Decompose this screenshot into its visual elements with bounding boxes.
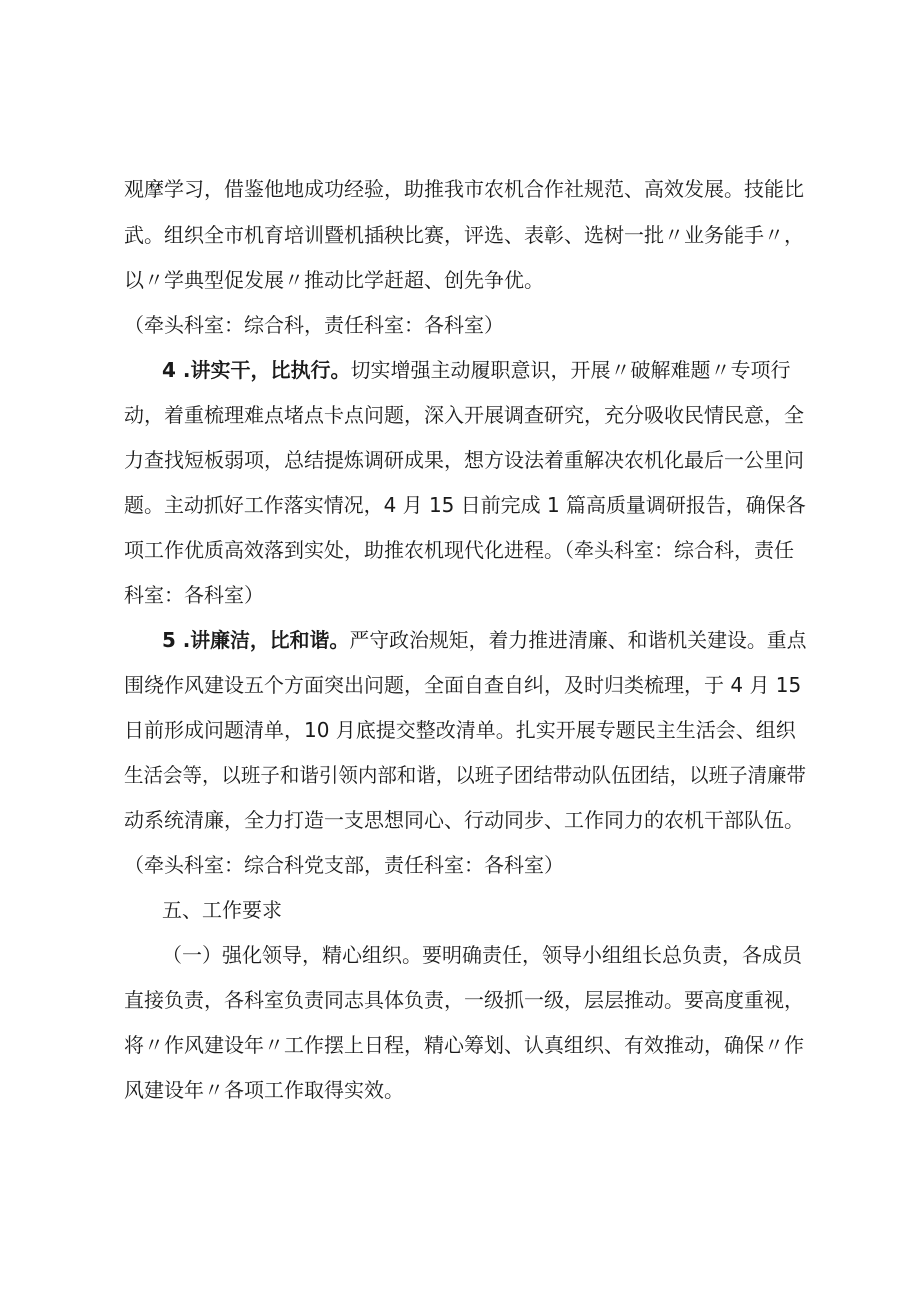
text-line: 5 .讲廉洁，比和谐。严守政治规矩，着力推进清廉、和谐机关建设。重点 (162, 628, 807, 652)
text-line: （牵头科室：综合科党支部，责任科室：各科室） (124, 853, 564, 877)
text-line: 动系统清廉，全力打造一支思想同心、行动同步、工作同力的农机干部队伍。 (124, 808, 804, 832)
text-line: 动，着重梳理难点堵点卡点问题，深入开展调查研究，充分吸收民情民意，全 (124, 403, 804, 427)
text-line: 武。组织全市机育培训暨机插秧比赛，评选、表彰、选树一批〃业务能手〃， (124, 223, 804, 247)
text-line: 围绕作风建设五个方面突出问题，全面自查自纠，及时归类梳理，于 4 月 15 (124, 673, 802, 697)
text-line: 观摩学习，借鉴他地成功经验，助推我市农机合作社规范、高效发展。技能比 (124, 177, 804, 201)
text-line: 4 .讲实干，比执行。切实增强主动履职意识，开展〃破解难题〃专项行 (162, 358, 791, 382)
text-line: 力查找短板弱项，总结提炼调研成果，想方设法着重解决农机化最后一公里问 (124, 448, 804, 472)
text-line: 题。主动抓好工作落实情况，4 月 15 日前完成 1 篇高质量调研报告，确保各 (124, 493, 806, 517)
item-heading: 4 .讲实干，比执行。 (162, 358, 351, 382)
text-line: 科室：各科室） (124, 583, 264, 607)
text-line: 将〃作风建设年〃工作摆上日程，精心筹划、认真组织、有效推动，确保〃作 (124, 1033, 804, 1057)
text-line: 日前形成问题清单，10 月底提交整改清单。扎实开展专题民主生活会、组织 (124, 718, 796, 742)
text-line: （牵头科室：综合科，责任科室：各科室） (124, 313, 504, 337)
text-line: 项工作优质高效落到实处，助推农机现代化进程。（牵头科室：综合科，责任 (124, 538, 794, 562)
text-line: 生活会等，以班子和谐引领内部和谐，以班子团结带动队伍团结，以班子清廉带 (124, 763, 807, 787)
text-line: 以〃学典型促发展〃推动比学赶超、创先争优。 (124, 268, 544, 292)
item-heading: 5 .讲廉洁，比和谐。 (162, 628, 350, 652)
text-line: 风建设年〃各项工作取得实效。 (124, 1078, 404, 1102)
text-line: 直接负责，各科室负责同志具体负责，一级抓一级，层层推动。要高度重视， (124, 988, 804, 1012)
section-heading: 五、工作要求 (162, 898, 282, 922)
text-line: （一）强化领导，精心组织。要明确责任，领导小组组长总负责，各成员 (162, 943, 802, 967)
